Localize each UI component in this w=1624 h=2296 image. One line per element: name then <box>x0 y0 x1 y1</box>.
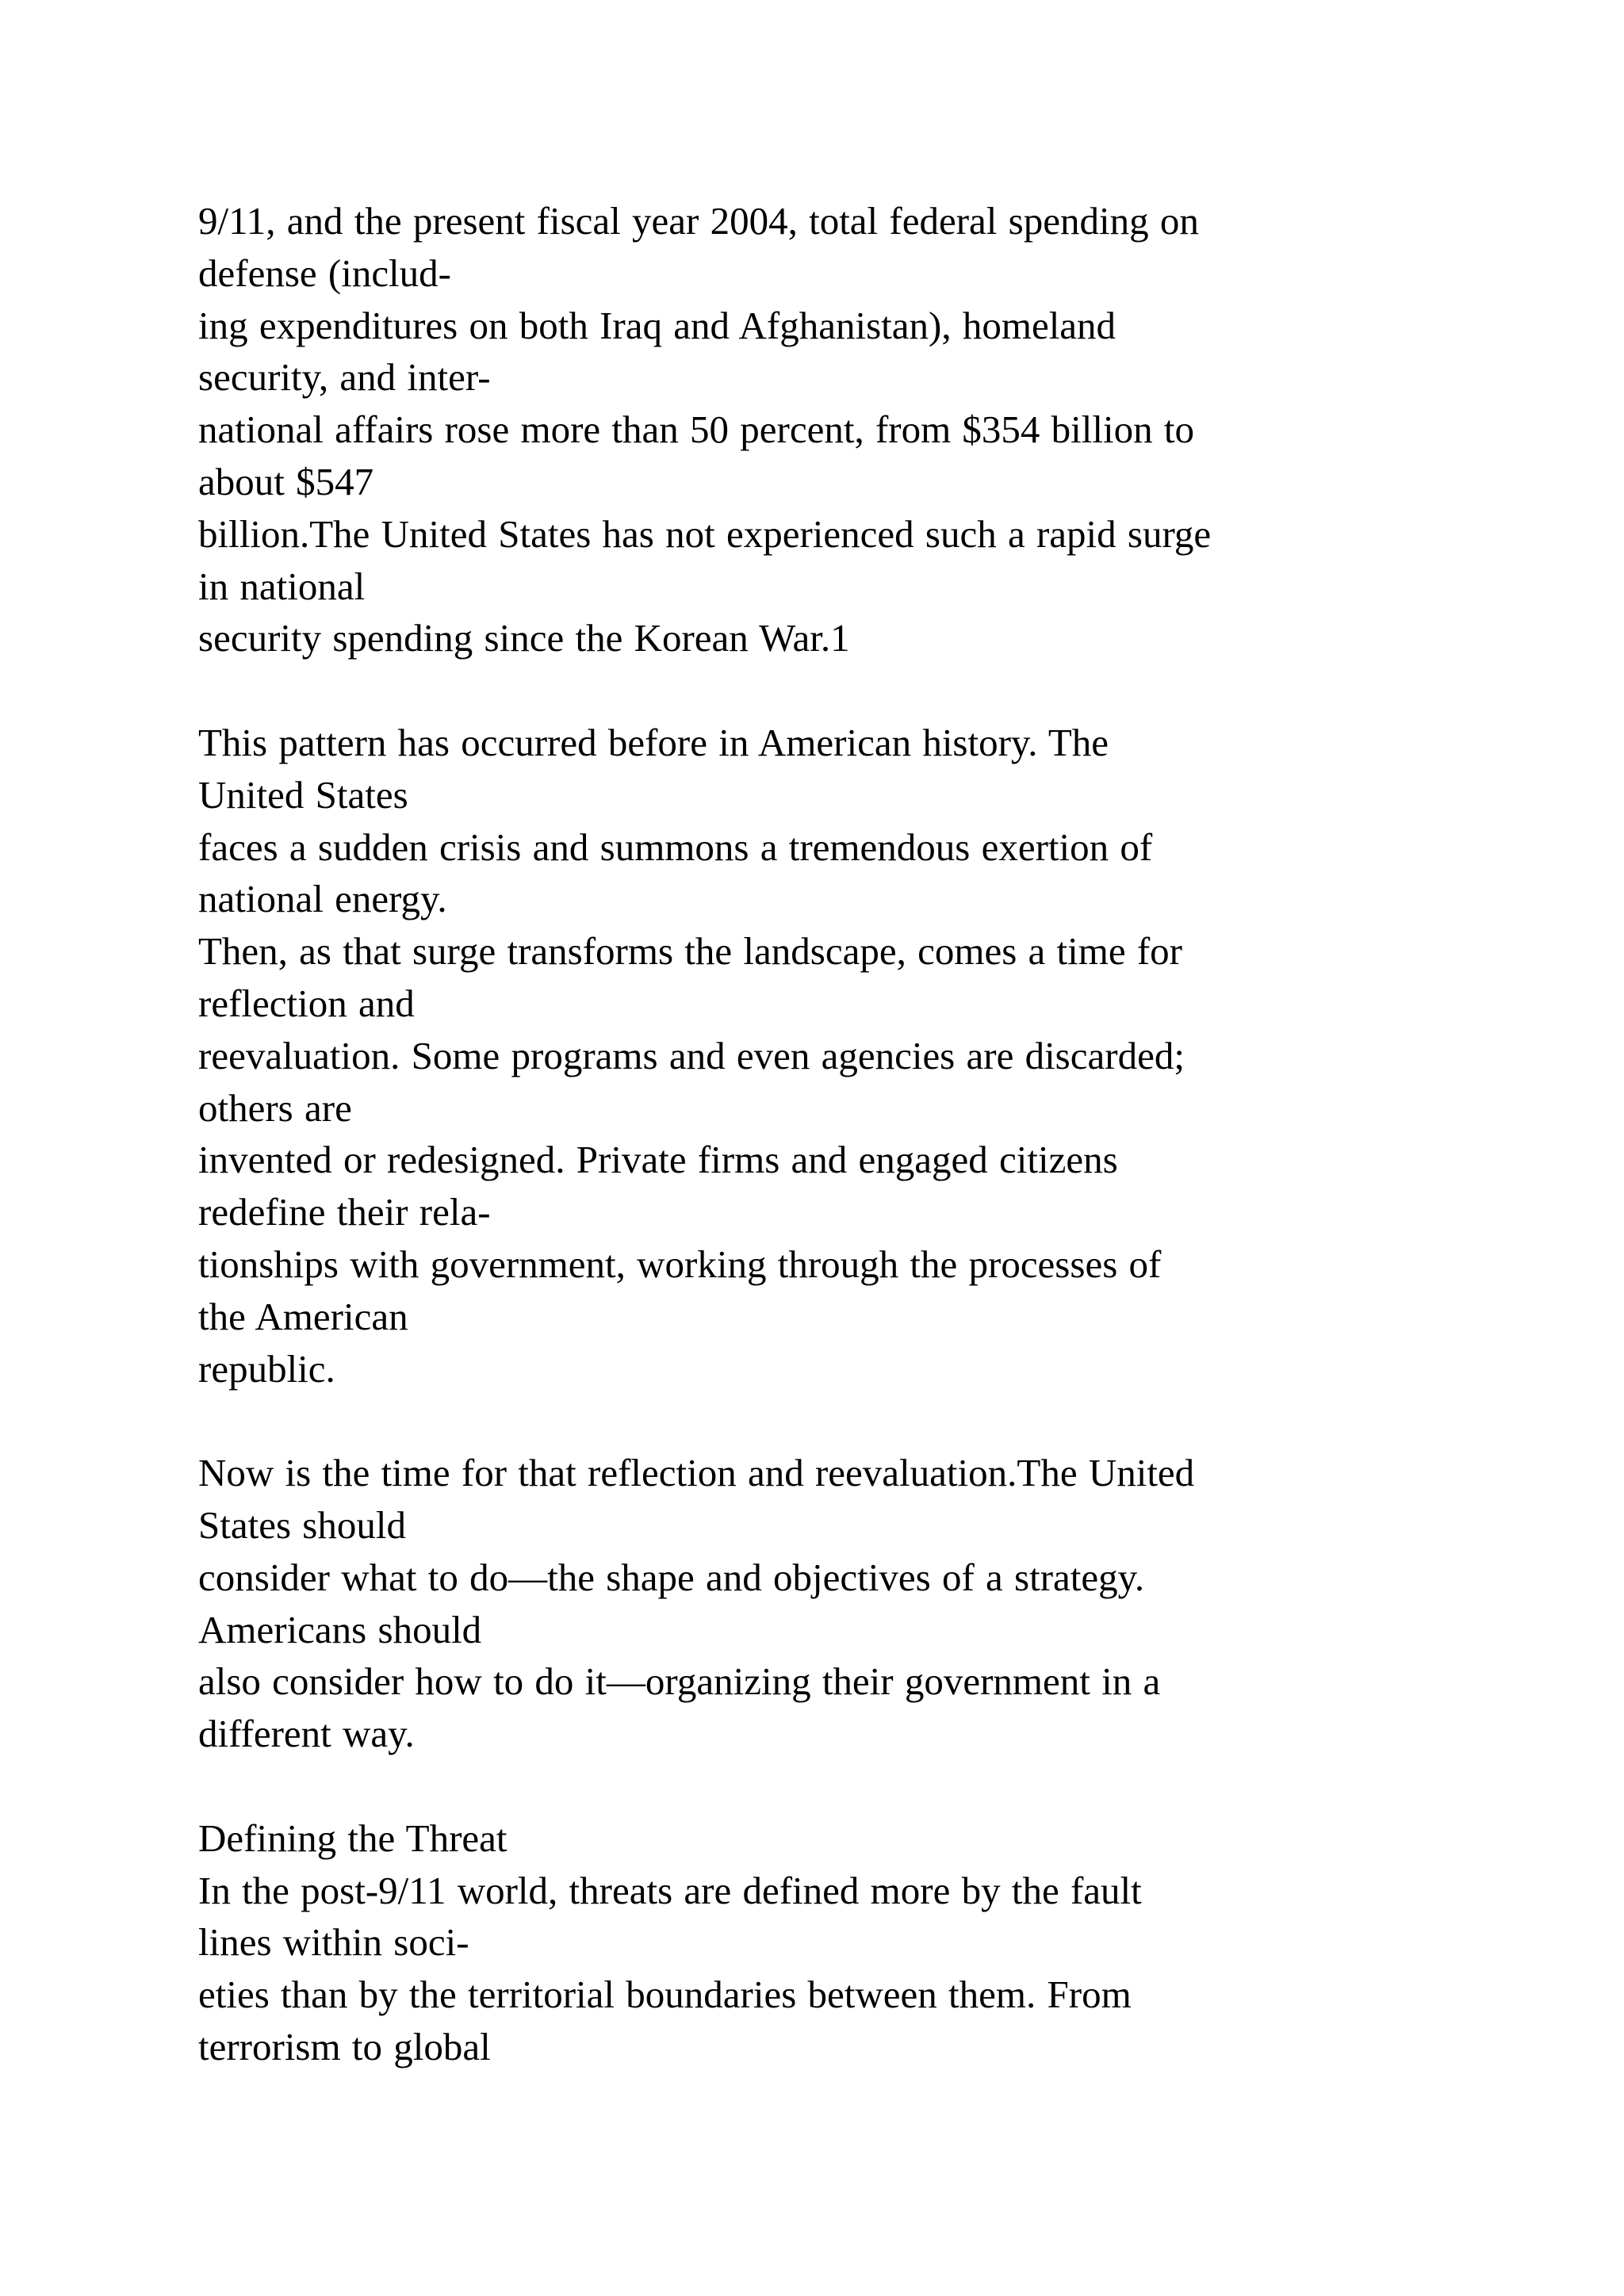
text-line: In the post-9/11 world, threats are defined more by the fault <box>198 1868 1142 1912</box>
text-line: Americans should <box>198 1607 482 1651</box>
text-line: Then, as that surge transforms the landscape, comes a time for <box>198 929 1182 974</box>
text-line: others are <box>198 1085 352 1130</box>
document-text <box>198 195 1515 2073</box>
text-line: redefine their rela- <box>198 1190 491 1234</box>
text-line: Now is the time for that reflection and reevaluation.The United <box>198 1451 1195 1495</box>
paragraph-4 <box>198 1812 1515 2073</box>
text-line: ing expenditures on both Iraq and Afghanistan), homeland <box>198 303 1116 347</box>
text-line: This pattern has occurred before in American history. The <box>198 720 1109 764</box>
paragraph-2 <box>198 717 1515 1395</box>
paragraph-3 <box>198 1447 1515 1760</box>
text-line: the American <box>198 1294 408 1338</box>
text-line: defense (includ- <box>198 251 451 295</box>
text-line: in national <box>198 564 366 608</box>
text-line: 9/11, and the present fiscal year 2004, total federal spending on <box>198 199 1199 243</box>
text-line: lines within soci- <box>198 1920 469 1965</box>
text-line: reevaluation. Some programs and even agencies are discarded; <box>198 1033 1185 1077</box>
section-heading: Defining the Threat <box>198 1816 508 1860</box>
text-line: also consider how to do it—organizing their government in a <box>198 1659 1161 1704</box>
text-line: national affairs rose more than 50 percent, from $354 billion to <box>198 408 1195 452</box>
paragraph-gap <box>198 664 1515 717</box>
text-line: security, and inter- <box>198 355 491 400</box>
text-line: terrorism to global <box>198 2024 491 2068</box>
text-line: different way. <box>198 1712 415 1756</box>
text-line: United States <box>198 772 408 817</box>
paragraph-gap <box>198 1395 1515 1447</box>
text-line: reflection and <box>198 981 415 1025</box>
text-line: eties than by the territorial boundaries between them. From <box>198 1973 1132 2017</box>
text-line: invented or redesigned. Private firms and engaged citizens <box>198 1138 1118 1182</box>
text-line: about $547 <box>198 459 374 503</box>
text-line: security spending since the Korean War.1 <box>198 616 850 660</box>
paragraph-gap <box>198 1760 1515 1812</box>
text-line: States should <box>198 1502 406 1547</box>
text-line: tionships with government, working through the processes of <box>198 1242 1162 1286</box>
text-line: billion.The United States has not experienced such a rapid surge <box>198 511 1212 556</box>
text-line: consider what to do—the shape and objectives of a strategy. <box>198 1555 1145 1599</box>
paragraph-1 <box>198 195 1515 664</box>
text-line: faces a sudden crisis and summons a tremendous exertion of <box>198 825 1153 869</box>
text-line: national energy. <box>198 877 447 921</box>
text-line: republic. <box>198 1346 335 1391</box>
